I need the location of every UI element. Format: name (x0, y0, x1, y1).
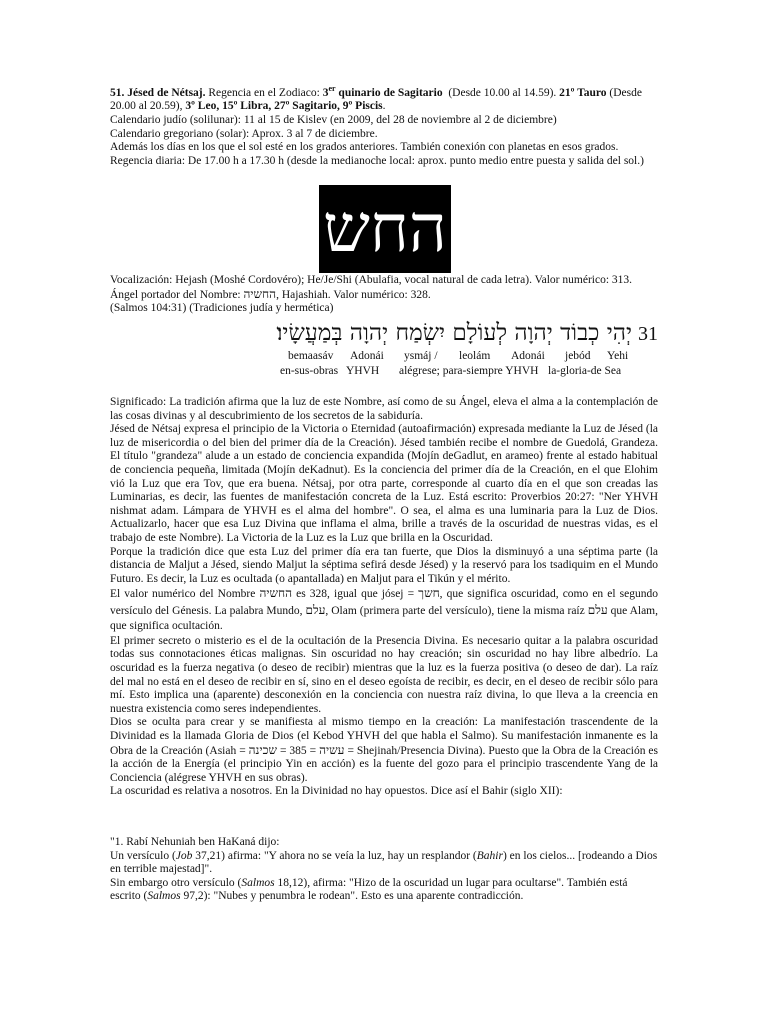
days-note: Además los días en los que el sol esté en los grados anteriores. También conexión con planetas en esos grados. (110, 141, 619, 154)
gloss-word: jebód (565, 350, 591, 362)
gloss-word: ysmáj / (404, 350, 438, 362)
paragraph: El valor numérico del Nombre החשיה es 328, igual que jósej = חשך, que significa oscuridad, como en el segundo versículo del Génesis. La palabra Mundo, עלם, Olam (primera parte del versículo), tiene la misma raíz עלם que Alam, que significa ocultación. (110, 586, 658, 633)
gloss-word: Yehi (607, 350, 629, 362)
paragraph: Significado: La tradición afirma que la luz de este Nombre, así como de su Ángel, eleva el alma a la contemplación de las cosas divinas y al descubrimiento de los secretos de la sabiduría. (110, 396, 658, 422)
paragraph: Dios se oculta para crear y se manifiesta al mismo tiempo en la creación: La manifestación trascendente de la Divinidad es la llamada Gloria de Dios (el Kebod YHVH del que habla el Salmo). Su manifestación inmanente es la Obra de la Creación (Asiah = עשיה = 385 = שכינה = Shejinah/Presencia Divina). Puesto que la Obra de la Creación es la acción de la Energía (el principio Yin en acción) es la fuente del gozo para el principio trascendente Yang de la Conciencia (alégrese YHVH en sus obras). (110, 716, 659, 784)
quote-line: "1. Rabí Nehuniah ben HaKaná dijo: (110, 836, 280, 848)
divine-name-block (319, 185, 451, 273)
verse-number: 31 (638, 323, 658, 345)
gloss-meaning: YHVH (346, 365, 380, 377)
quote-line: Sin embargo otro versículo (Salmos 18,12), afirma: "Hizo de la oscuridad un lugar para ocultarse". También está escrito (Salmos 97,2): "Nubes y penumbra le rodean". Esto es una aparente contradicción. (110, 876, 628, 903)
gregorian-calendar: Calendario gregoriano (solar): Aprox. 3 al 7 de diciembre. (110, 127, 378, 140)
paragraph: Jésed de Nétsaj expresa el principio de la Victoria o Eternidad (autoafirmación) expresada mediante la Luz de Jésed (la luz de misericordia o del bien del primer día de la Creación). Jésed también recibe el nombre de Guedolá, Grandeza. El título "grandeza" alude a un estado de conciencia expandida (Mojín deGadlut, en arameo) frente al estado habitual de conciencia pequeña, limitada (Mojín deKadnut). Es la conciencia del primer día de la Creación, en el que Elohim vió la Luz que era Tov, que era buena. Nétsaj, por otra parte, corresponde al cuarto día en el que son creadas las Luminarias, es decir, las fuentes de manifestación concreta de la Luz. Está escrito: Proverbios 20:27: "Ner YHVH nishmat adam. Lámpara de YHVH es el alma del hombre". O sea, el alma es una luminaria para la Luz de Dios. Actualizarlo, hacer que esa Luz Divina que inflama el alma, brille a través de la oscuridad de nuestras vidas, es el trabajo de este Nombre). La Victoria de la Luz es la Luz que brilla en la Oscuridad. (110, 423, 658, 544)
header-block (110, 82, 658, 168)
gloss-meaning: alégrese; para-siempre YHVH (399, 365, 539, 377)
psalm-verse-hebrew (250, 318, 658, 349)
jewish-calendar: Calendario judío (solilunar): 11 al 15 de Kislev (en 2009, del 28 de noviembre al 2 de diciembre) (110, 114, 557, 127)
section-title: 51. Jésed de Nétsaj. (110, 86, 206, 99)
zodiac-tauro: 21º Tauro (559, 86, 607, 99)
daily-regency: Regencia diaria: De 17.00 h a 17.30 h (desde la medianoche local: aprox. punto medio entre puesta y salida del sol.) (110, 154, 644, 167)
gloss-meaning: la-gloria-de Sea (548, 365, 622, 377)
header-line: 51. Jésed de Nétsaj. Regencia en el Zodiaco: 3er quinario de Sagitario (Desde 10.00 al 14.59). 21º Tauro (Desde 20.00 al 20.59), 3º Leo, 15º Libra, 27º Sagitario, 9º Piscis. (110, 84, 642, 113)
vocalization-line: Vocalización: Hejash (Moshé Cordovéro); He/Je/Shi (Abulafia, vocal natural de cada letra). Valor numérico: 313. (110, 274, 633, 286)
hours-1: (Desde 10.00 al 14.59). (448, 86, 557, 99)
psalm-reference: (Salmos 104:31) (Tradiciones judía y hermética) (110, 302, 334, 315)
gloss-word: leolám (459, 350, 491, 362)
body-text (110, 396, 658, 799)
verse-text: יְהִי כְבוֹד יְהוָה לְעוֹלָם יִשְׂמַח יְהוָה בְּמַעֲשָׂיו׃ (276, 320, 632, 346)
hours-2: (Desde 20.00 al 20.59), (110, 86, 642, 113)
zodiac-label: Regencia en el Zodiaco: (208, 86, 320, 99)
quote-line: Un versículo (Job 37,21) afirma: "Y ahora no se veía la luz, hay un resplandor (Bahir) en los cielos... [rodeando a Dios en terrible majestad]". (110, 849, 658, 876)
divine-name-hebrew: החש (323, 190, 447, 267)
paragraph: Porque la tradición dice que esta Luz del primer día era tan fuerte, que Dios la disminuyó a una séptima parte (la distancia de Maljut a Jésed, siendo Maljut la séptima sefirá desde Jésed) y la reservó para los tsadiquim en el Mundo Futuro. Es decir, la Luz es ocultada (o apantallada) en Maljut para el Tikún y el mérito. (110, 545, 658, 585)
vocalization-block (110, 274, 658, 316)
gloss-word: Adonái (511, 350, 545, 362)
bahir-quote (110, 836, 658, 904)
zodiac-degrees: 3º Leo, 15º Libra, 27º Sagitario, 9º Piscis (185, 100, 383, 113)
angel-line: Ángel portador del Nombre: החשיה, Hajashiah. Valor numérico: 328. (110, 286, 431, 301)
gloss-word: Adonái (350, 350, 384, 362)
zodiac-quinario: 3er quinario de Sagitario (322, 84, 443, 99)
gloss-meaning: en-sus-obras (280, 365, 339, 377)
paragraph: La oscuridad es relativa a nosotros. En la Divinidad no hay opuestos. Dice así el Bahir (siglo XII): (110, 785, 563, 798)
paragraph: El primer secreto o misterio es el de la ocultación de la Presencia Divina. Es necesario quitar a la palabra oscuridad todas sus connotaciones éticas malignas. Sin oscuridad no hay creación; sin oscuridad no hay libre albedrío. La oscuridad es la fuerza negativa (o deseo de recibir) mientras que la luz es la fuerza positiva (o deseo de dar). La raíz del mal no está en el deseo de recibir en sí, sino en el deseo egoísta de recibir, es decir, en el deseo de recibir sólo para mí. Esto implica una (aparente) desconexión en la conciencia con nuestra raíz divina, lo que lleva a la creencia en nuestra existencia como seres independientes. (110, 634, 658, 715)
gloss-word: bemaasáv (288, 350, 334, 362)
